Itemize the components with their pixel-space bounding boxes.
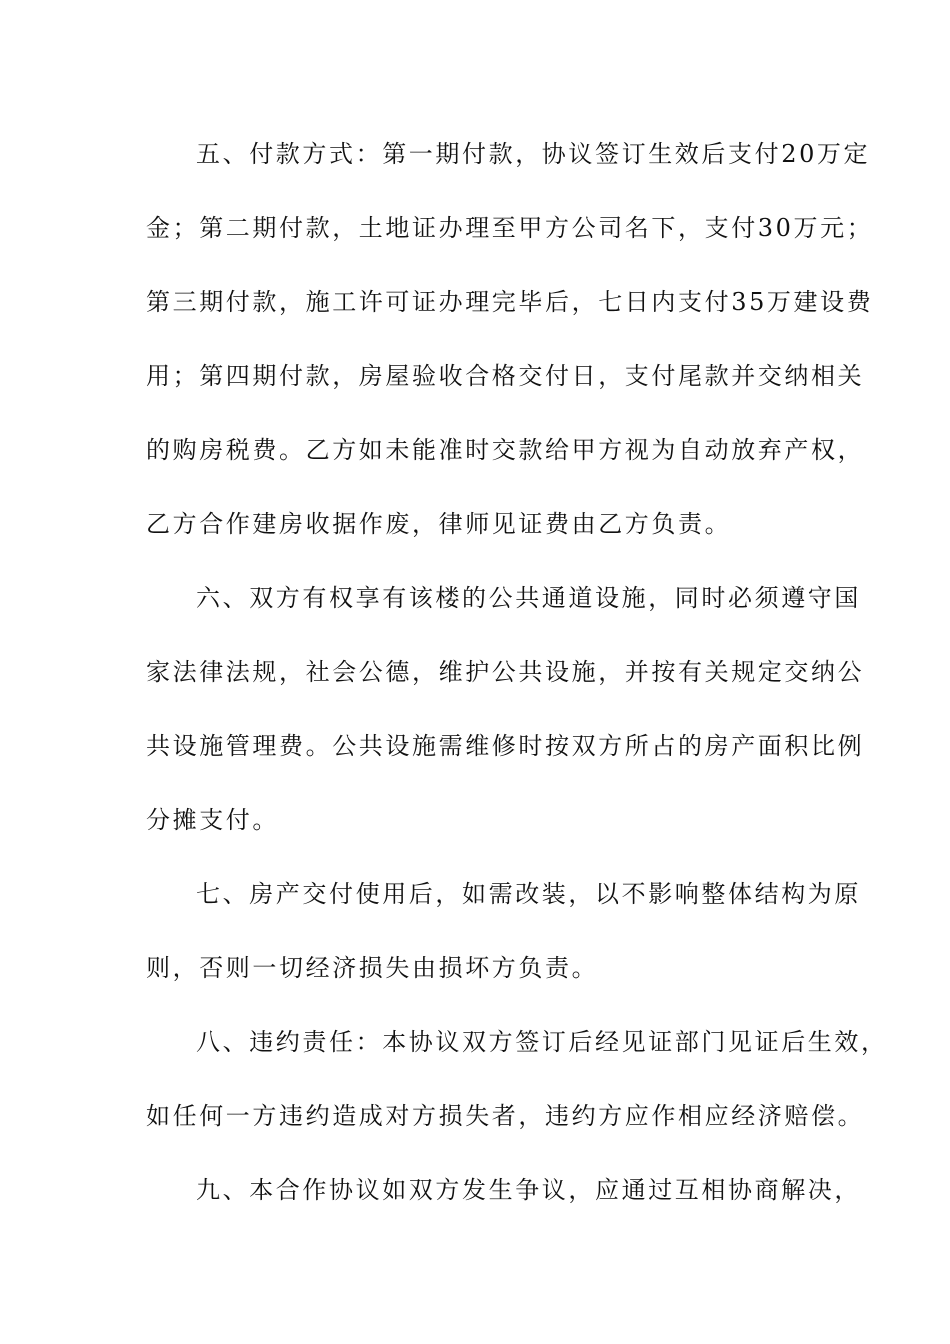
clause-5-line-5: 的购房税费。乙方如未能准时交款给甲方视为自动放弃产权， bbox=[146, 436, 865, 464]
clause-5-line-1: 五、付款方式：第一期付款，协议签订生效后支付20万定 bbox=[196, 140, 871, 168]
clause-5-line-3: 第三期付款，施工许可证办理完毕后，七日内支付35万建设费 bbox=[146, 288, 874, 316]
clause-6-line-4: 分摊支付。 bbox=[146, 806, 279, 834]
clause-5-line-6: 乙方合作建房收据作废，律师见证费由乙方负责。 bbox=[146, 510, 732, 538]
clause-6-line-2: 家法律法规，社会公德，维护公共设施，并按有关规定交纳公 bbox=[146, 658, 865, 686]
clause-6-line-3: 共设施管理费。公共设施需维修时按双方所占的房产面积比例 bbox=[146, 732, 865, 760]
clause-5-line-4: 用；第四期付款，房屋验收合格交付日，支付尾款并交纳相关 bbox=[146, 362, 865, 390]
clause-5-line-2: 金；第二期付款，土地证办理至甲方公司名下，支付30万元； bbox=[146, 214, 874, 242]
clause-6-line-1: 六、双方有权享有该楼的公共通道设施，同时必须遵守国 bbox=[196, 584, 861, 612]
clause-7-line-1: 七、房产交付使用后，如需改装，以不影响整体结构为原 bbox=[196, 880, 861, 908]
clause-7-line-2: 则，否则一切经济损失由损坏方负责。 bbox=[146, 954, 599, 982]
clause-9-line-1: 九、本合作协议如双方发生争议，应通过互相协商解决， bbox=[196, 1176, 861, 1204]
clause-8-line-1: 八、违约责任：本协议双方签订后经见证部门见证后生效， bbox=[196, 1028, 888, 1056]
clause-8-line-2: 如任何一方违约造成对方损失者，违约方应作相应经济赔偿。 bbox=[146, 1102, 865, 1130]
